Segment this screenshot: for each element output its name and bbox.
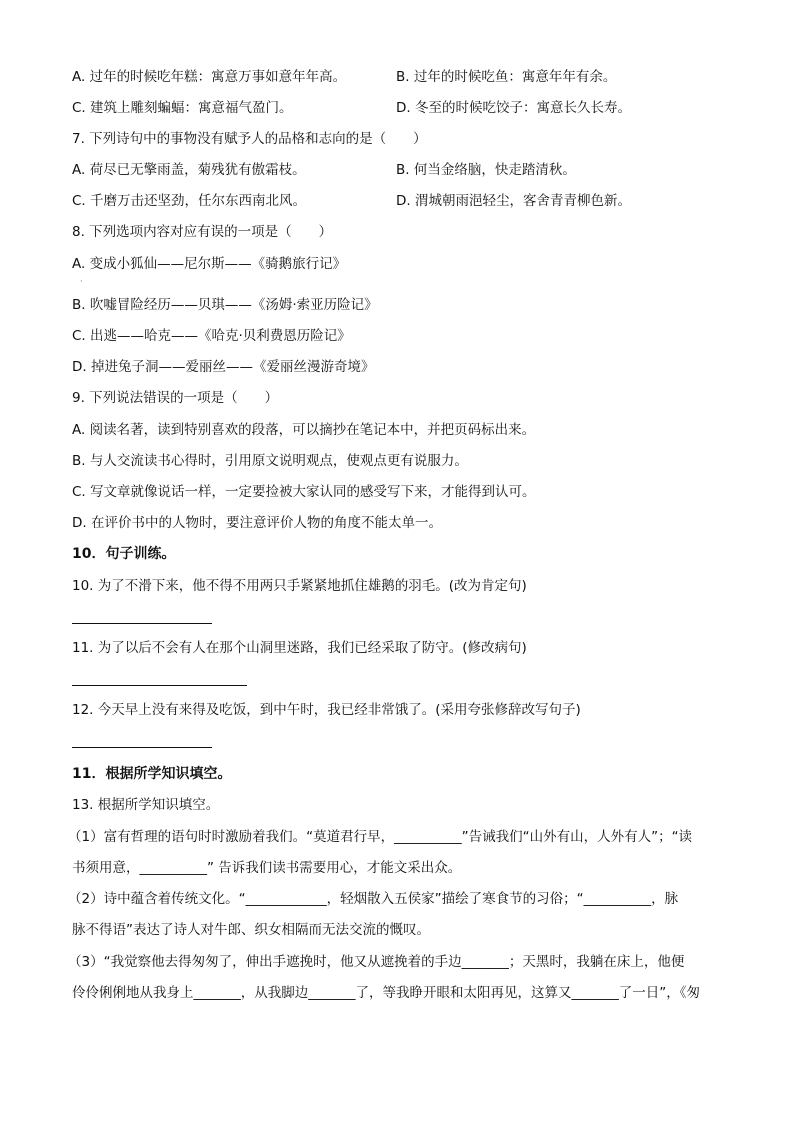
section-11-heading: 11．根据所学知识填空。 [72, 766, 232, 782]
q13-part1-line1: （1）富有哲理的语句时时激励着我们。“莫道君行早，__________”告诫我们“山外有山，人外有人”；“读 [68, 829, 693, 845]
q7-option-b: B. 何当金络脑，快走踏清秋。 [396, 162, 576, 178]
stray-dot: · [80, 277, 83, 286]
q9-option-d: D. 在评价书中的人物时，要注意评价人物的角度不能太单一。 [72, 515, 442, 531]
q8-option-a: A. 变成小狐仙——尼尔斯——《骑鹅旅行记》 [72, 256, 347, 272]
q13-part2-line1: （2）诗中蕴含着传统文化。“____________，轻烟散入五侯家”描绘了寒食节的习俗；“__________，脉 [68, 891, 679, 907]
q6-option-b: B. 过年的时候吃鱼：寓意年年有余。 [396, 69, 617, 85]
q7-option-c: C. 千磨万击还坚劲，任尔东西南北风。 [72, 193, 307, 209]
q8-option-b: B. 吹嘘冒险经历——贝琪——《汤姆·索亚历险记》 [72, 297, 378, 313]
q9-option-a: A. 阅读名著，读到特别喜欢的段落，可以摘抄在笔记本中，并把页码标出来。 [72, 422, 536, 438]
q13-part3-line2: 伶伶俐俐地从我身上_______，从我脚边_______了，等我睁开眼和太阳再见，这算又_______了一日”，《匆 [72, 985, 700, 1001]
q7-stem: 7. 下列诗句中的事物没有赋予人的品格和志向的是（ ） [72, 131, 427, 147]
q13-part3-line1: （3）“我觉察他去得匆匆了，伸出手遮挽时，他又从遮挽着的手边_______；天黑时，我躺在床上，他便 [68, 954, 685, 970]
q13-part1-line2: 书须用意，__________” 告诉我们读书需要用心，才能文采出众。 [72, 860, 462, 876]
q13-part2-line2: 脉不得语”表达了诗人对牛郎、织女相隔而无法交流的慨叹。 [72, 922, 430, 938]
q7-option-d: D. 渭城朝雨浥轻尘，客舍青青柳色新。 [396, 193, 631, 209]
q10-answer-line[interactable] [72, 623, 212, 624]
q6-option-c: C. 建筑上雕刻蝙蝠：寓意福气盈门。 [72, 100, 293, 116]
q9-option-b: B. 与人交流读书心得时，引用原文说明观点，使观点更有说服力。 [72, 453, 468, 469]
q12-text: 12. 今天早上没有来得及吃饭，到中午时，我已经非常饿了。(采用夸张修辞改写句子) [72, 702, 581, 718]
q8-option-c: C. 出逃——哈克——《哈克·贝利费恩历险记》 [72, 328, 351, 344]
q11-text: 11. 为了以后不会有人在那个山洞里迷路，我们已经采取了防守。(修改病句) [72, 640, 527, 656]
q9-option-c: C. 写文章就像说话一样，一定要捡被大家认同的感受写下来，才能得到认可。 [72, 484, 536, 500]
q12-answer-line[interactable] [72, 747, 212, 748]
q10-text: 10. 为了不滑下来，他不得不用两只手紧紧地抓住雄鹅的羽毛。(改为肯定句) [72, 578, 527, 594]
q8-stem: 8. 下列选项内容对应有误的一项是（ ） [72, 224, 333, 240]
q9-stem: 9. 下列说法错误的一项是（ ） [72, 390, 279, 406]
q6-option-a: A. 过年的时候吃年糕：寓意万事如意年年高。 [72, 69, 347, 85]
q7-option-a: A. 荷尽已无擎雨盖，菊残犹有傲霜枝。 [72, 162, 306, 178]
section-10-heading: 10．句子训练。 [72, 546, 176, 562]
q11-answer-line[interactable] [72, 685, 247, 686]
q13-stem: 13. 根据所学知识填空。 [72, 797, 220, 813]
q6-option-d: D. 冬至的时候吃饺子：寓意长久长寿。 [396, 100, 631, 116]
q8-option-d: D. 掉进兔子洞——爱丽丝——《爱丽丝漫游奇境》 [72, 359, 375, 375]
